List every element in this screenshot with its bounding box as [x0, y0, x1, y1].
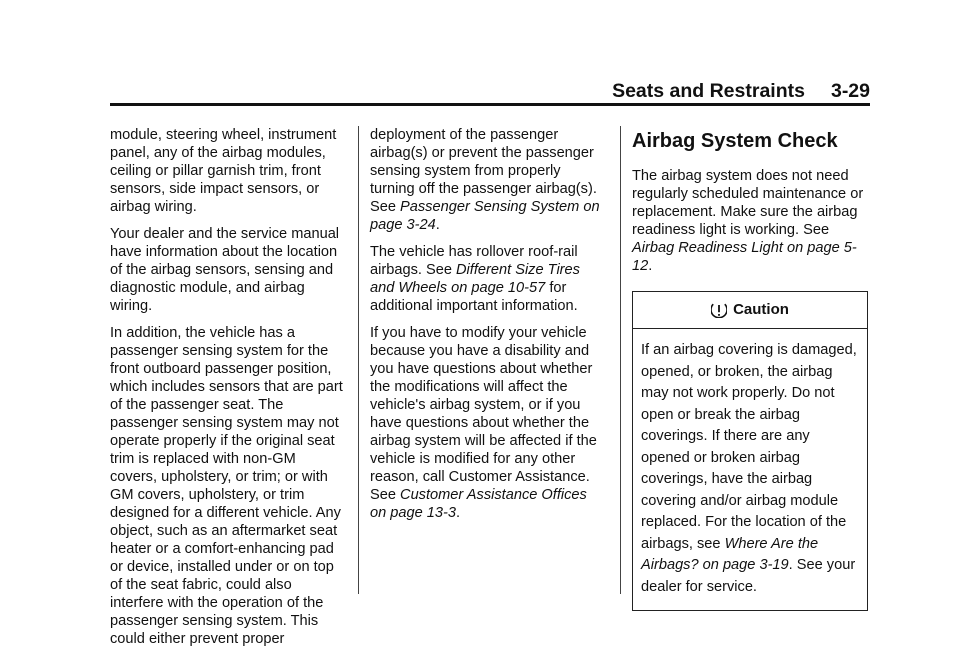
paragraph — [370, 324, 606, 522]
caution-icon — [711, 302, 727, 318]
column-3 — [632, 126, 872, 611]
column-2 — [370, 126, 606, 531]
paragraph: module, steering wheel, instrument panel, any of the airbag modules, ceiling or pillar garnish trim, front sensors, side impact sensors, or airbag wiring. — [110, 127, 337, 215]
column-divider — [358, 126, 359, 594]
paragraph: In addition, the vehicle has a passenger sensing system for the front outboard passenger position, which includes sensors that are part of the passenger seat. The passenger sensing system may not operate properly if the original seat trim is replaced with non-GM covers, upholstery, or trim; or with GM covers, upholstery, or trim designed for a different vehicle. Any object, such as an aftermarket seat heater or a comfort-enhancing pad or device, installed under or on top of the seat fabric, could also interfere with the operation of the passenger sensing system. This could either prevent proper — [110, 325, 343, 647]
caution-body — [633, 329, 867, 610]
paragraph — [632, 167, 872, 275]
cross-reference-link[interactable]: Customer Assistance Offices on page 13-3 — [370, 487, 587, 521]
cross-reference-link[interactable]: Different Size Tires and Wheels on page 10-57 — [370, 262, 580, 296]
column-1 — [110, 126, 346, 657]
cross-reference-link[interactable]: Passenger Sensing System on page 3-24 — [370, 199, 600, 233]
paragraph-text: The airbag system does not need regularly scheduled maintenance or replacement. Make sure the airbag readiness light is working. See — [632, 168, 864, 238]
paragraph-text: The vehicle has rollover roof-rail airbags. See — [370, 244, 578, 278]
paragraph-text: deployment of the passenger airbag(s) or prevent the passenger sensing system from properly turning off the passenger airbag(s). See — [370, 127, 597, 215]
page-header — [520, 80, 870, 103]
caution-header — [633, 292, 867, 329]
page-number: 3-29 — [830, 80, 870, 102]
cross-reference-link[interactable]: Airbag Readiness Light on page 5-12 — [632, 240, 857, 274]
caution-text: If an airbag covering is damaged, opened, or broken, the airbag may not work properly. Do not open or break the airbag coverings. If there are any opened or broken airbag coverings, have the airbag covering and/or airbag module replaced. For the location of the airbags, see — [641, 342, 857, 552]
paragraph-text: If you have to modify your vehicle because you have a disability and you have questions about whether the modifications will affect the vehicle's airbag system, or if you have questions about whether the airbag system will be affected if the vehicle is modified for any other reason, call Customer Assistance. See — [370, 325, 597, 503]
paragraph-text: for additional important information. — [370, 280, 578, 314]
section-title-header: Seats and Restraints — [612, 80, 805, 102]
paragraph-text: . — [456, 505, 461, 521]
cross-reference-link[interactable]: Where Are the Airbags? on page 3-19 — [641, 535, 819, 573]
caution-label: Caution — [733, 301, 789, 318]
header-rule — [110, 103, 870, 106]
caution-box — [632, 291, 868, 611]
section-heading: Airbag System Check — [632, 130, 838, 152]
paragraph-text: . — [648, 258, 653, 274]
paragraph — [370, 243, 606, 315]
paragraph-text: . — [435, 217, 440, 233]
caution-text: . See your dealer for service. — [641, 557, 856, 595]
paragraph: Your dealer and the service manual have information about the location of the airbag sensors, sensing and diagnostic module, and airbag wiring. — [110, 226, 340, 314]
column-divider — [620, 126, 621, 594]
paragraph — [370, 126, 606, 234]
